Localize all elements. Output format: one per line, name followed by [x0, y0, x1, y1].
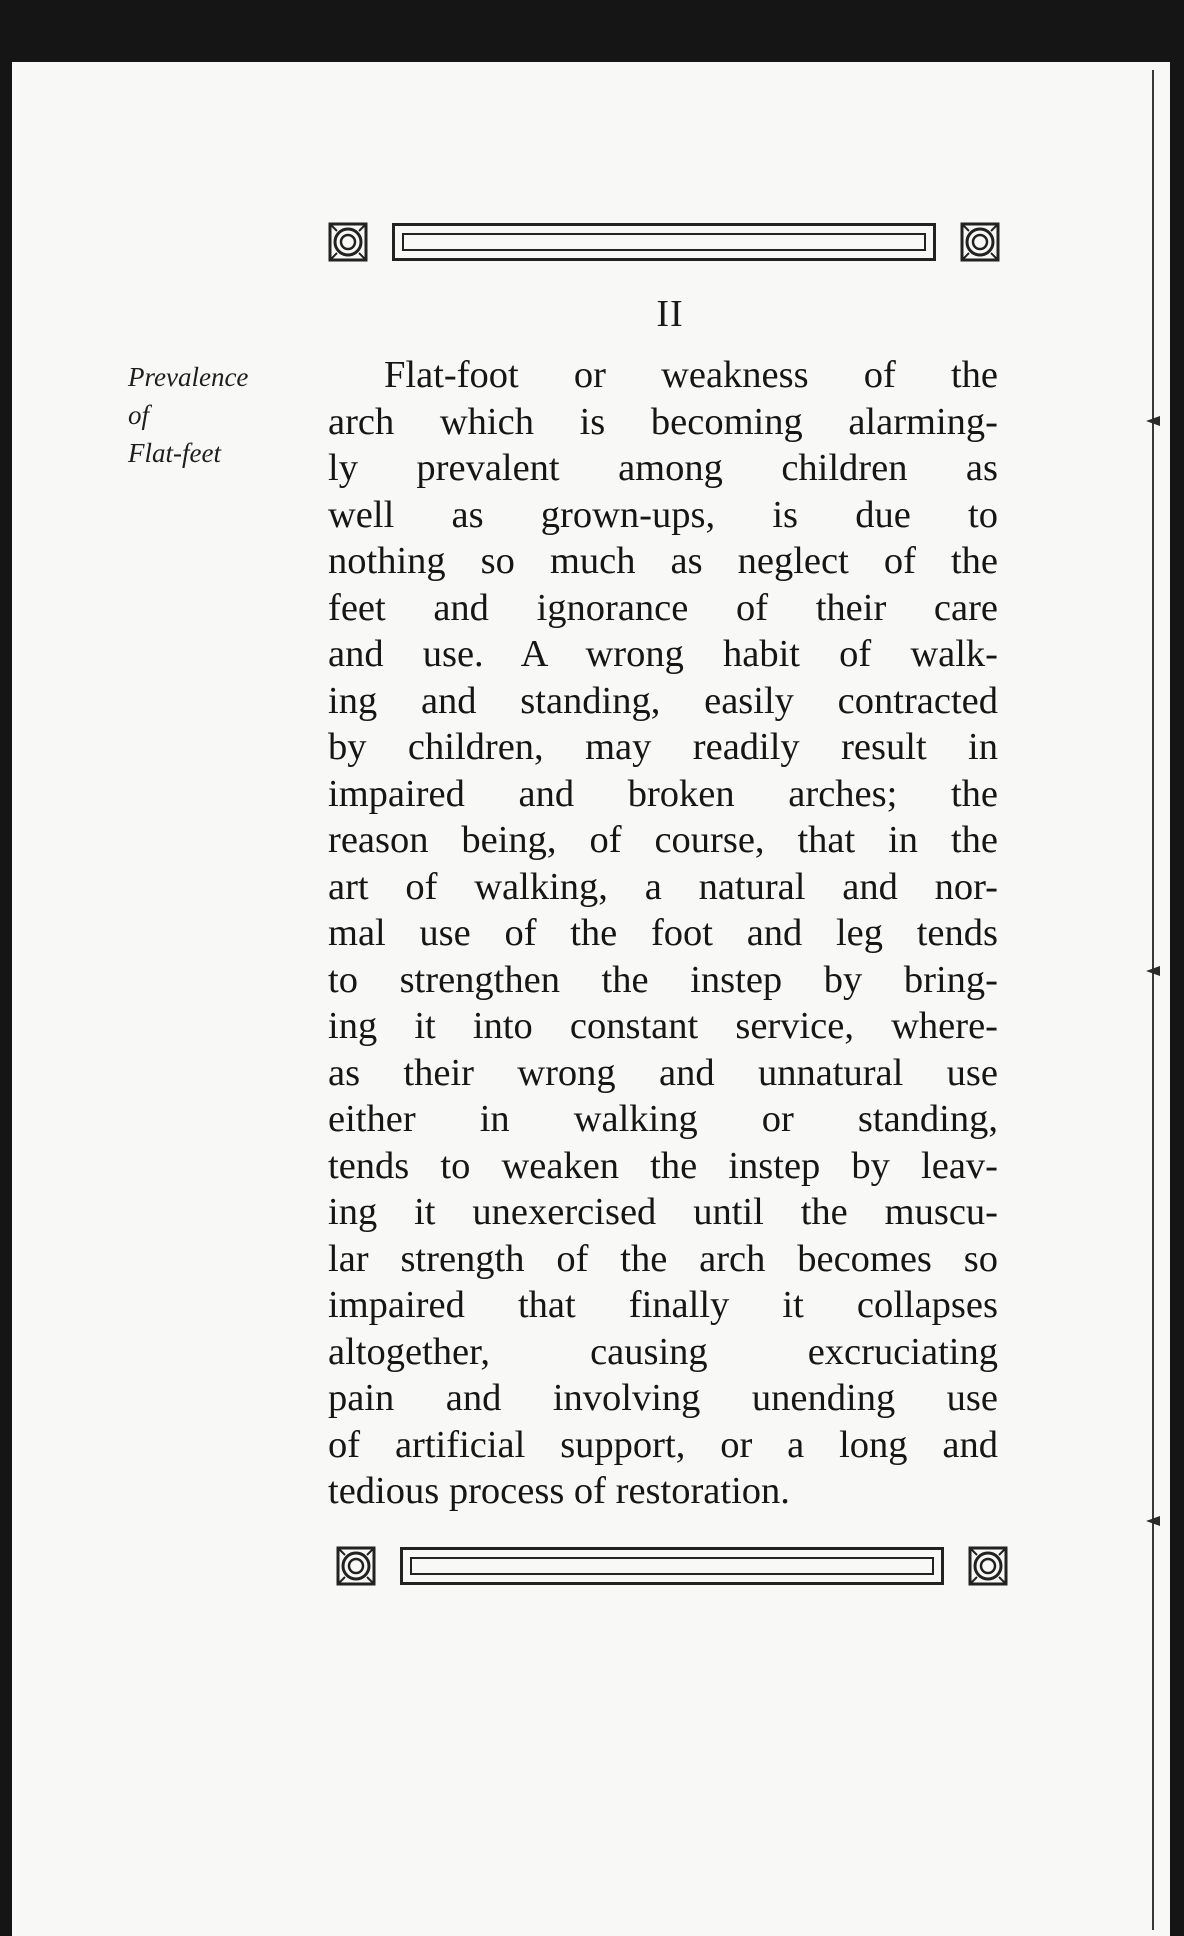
paragraph-line: as their wrong and unnatural use: [328, 1051, 998, 1094]
paragraph-line: ing it unexercised until the muscu-: [328, 1191, 998, 1233]
margin-sidenote: [128, 358, 318, 472]
paragraph-line: art of walking, a natural and nor-: [328, 865, 998, 908]
paragraph-line: ing it into constant service, where-: [328, 1005, 998, 1047]
ornament-bar: [400, 1547, 944, 1585]
paragraph-line: pain and involving unending use: [328, 1377, 998, 1419]
paragraph-line: lar strength of the arch becomes so: [328, 1237, 998, 1280]
paragraph-line: ing and standing, easily contracted: [328, 679, 998, 722]
paragraph-line: to strengthen the instep by bring-: [328, 958, 998, 1001]
bottom-ornament-rule: [336, 1546, 1008, 1586]
paragraph-line: feet and ignorance of their care: [328, 586, 998, 629]
paragraph-line: and use. A wrong habit of walk-: [328, 633, 998, 675]
page-fold-line: [1152, 70, 1154, 1930]
sidenote-line: Prevalence: [128, 362, 249, 392]
sidenote-line: of: [128, 400, 150, 430]
ornament-bar: [392, 223, 936, 261]
paragraph-line: impaired and broken arches; the: [328, 772, 998, 815]
rosette-ornament-icon: [968, 1546, 1008, 1586]
paragraph-line: arch which is becoming alarming-: [328, 400, 998, 443]
paragraph-line: well as grown-ups, is due to: [328, 493, 998, 536]
paragraph-line: either in walking or standing,: [328, 1098, 998, 1140]
rosette-ornament-icon: [328, 222, 368, 262]
top-ornament-rule: [328, 222, 1000, 262]
paragraph-line: ly prevalent among children as: [328, 447, 998, 489]
rosette-ornament-icon: [960, 222, 1000, 262]
paragraph-line: tends to weaken the instep by leav-: [328, 1144, 998, 1187]
chapter-paragraph: [328, 352, 998, 1515]
paragraph-line: reason being, of course, that in the: [328, 819, 998, 861]
paragraph-line: by children, may readily result in: [328, 726, 998, 768]
paragraph-line: of artificial support, or a long and: [328, 1423, 998, 1466]
paragraph-line: tedious process of restoration.: [328, 1470, 790, 1512]
rosette-ornament-icon: [336, 1546, 376, 1586]
chapter-number: II: [656, 293, 684, 335]
paragraph-line: impaired that finally it collapses: [328, 1284, 998, 1326]
paragraph-line: Flat-foot or weakness of the: [384, 354, 998, 396]
paragraph-line: mal use of the foot and leg tends: [328, 912, 998, 954]
sidenote-line: Flat-feet: [128, 438, 221, 468]
paragraph-line: nothing so much as neglect of the: [328, 540, 998, 582]
paragraph-line: altogether, causing excruciating: [328, 1330, 998, 1373]
